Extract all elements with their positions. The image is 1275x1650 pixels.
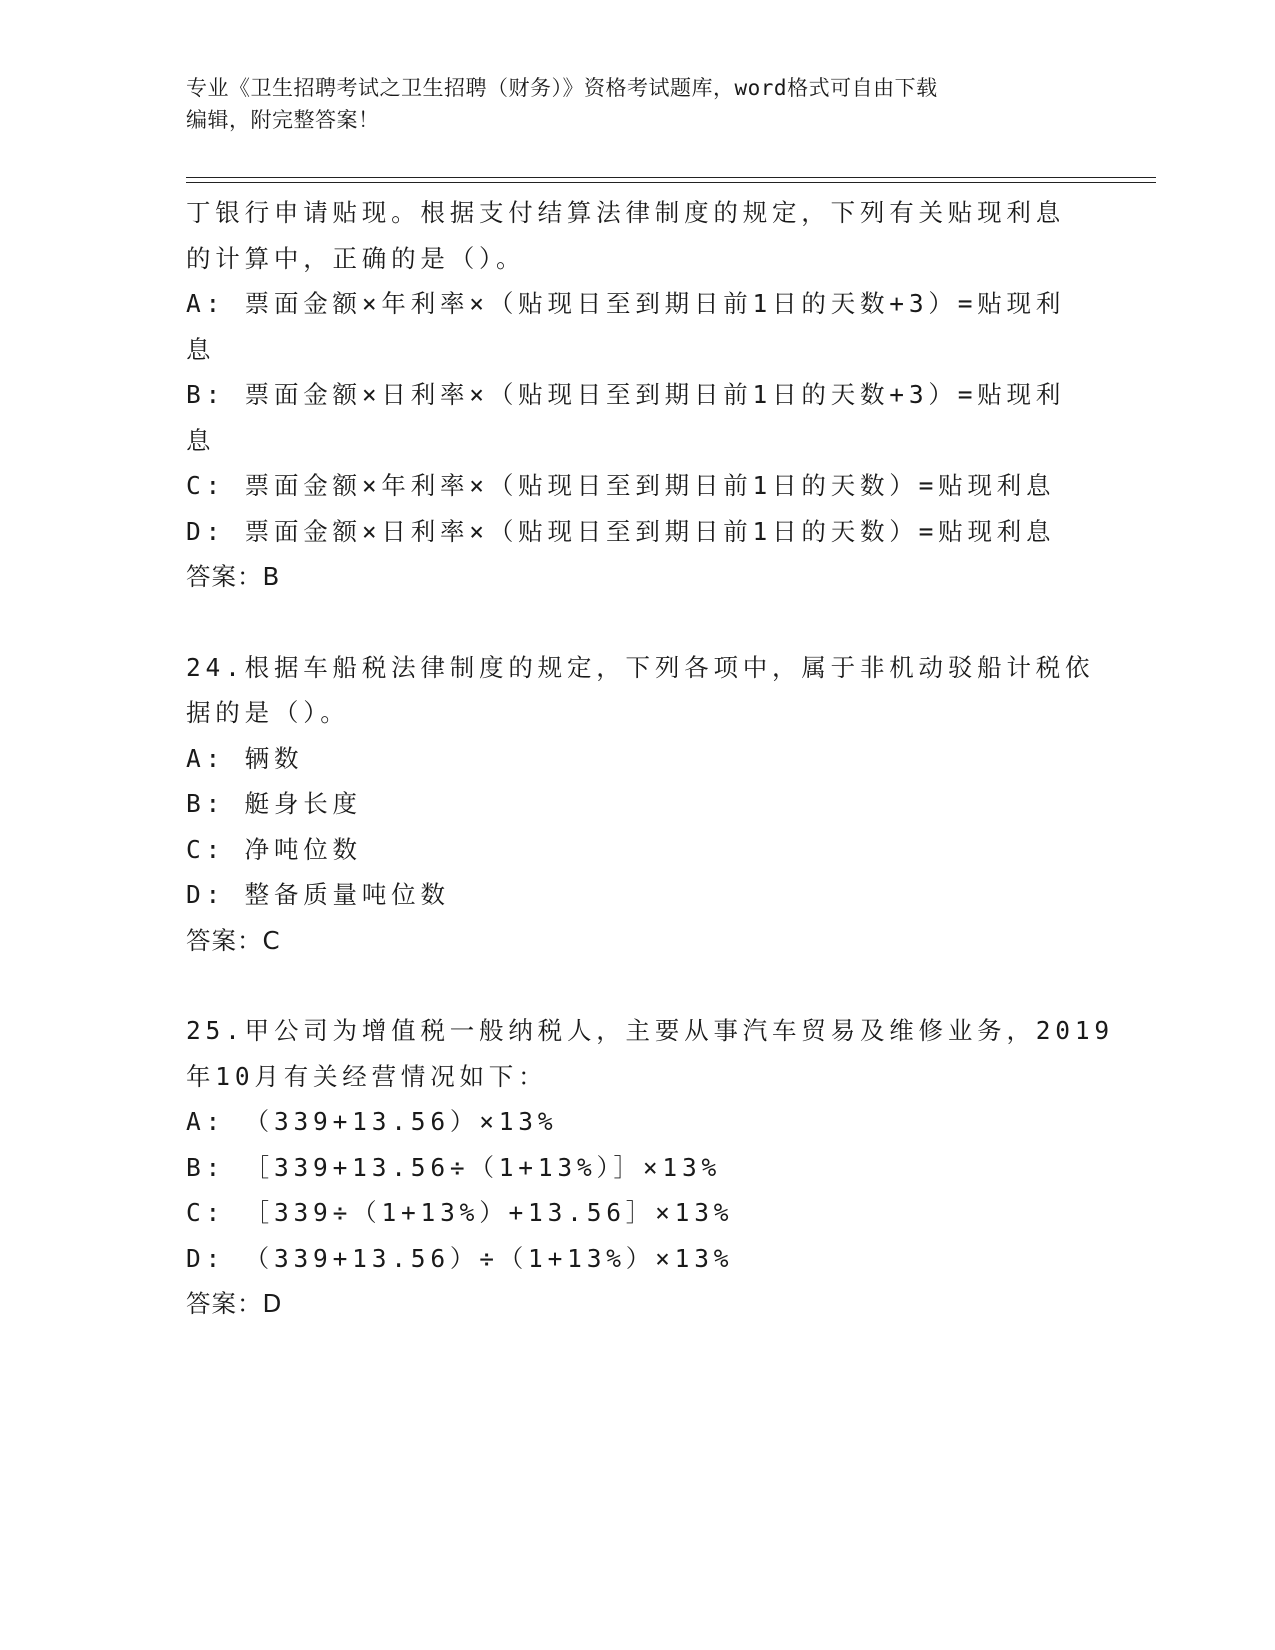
answer: 答案：C	[186, 925, 281, 955]
option-c: C: 净吨位数	[186, 834, 362, 864]
option-c: C: 票面金额×年利率×（贴现日至到期日前1日的天数）=贴现利息	[186, 471, 1056, 500]
option-b-wrap: 息	[186, 425, 216, 455]
option-a: A: （339+13.56）×13%	[186, 1107, 558, 1136]
question-stem-line: 24.根据车船税法律制度的规定，下列各项中，属于非机动驳船计税依	[186, 652, 1095, 682]
question-stem-line: 的计算中，正确的是（）。	[186, 243, 526, 273]
header-line-2: 编辑，附完整答案！	[186, 108, 380, 132]
option-a: A: 票面金额×年利率×（贴现日至到期日前1日的天数+3）=贴现利	[186, 289, 1066, 318]
document-header	[186, 72, 1086, 136]
question-stem-line: 年10月有关经营情况如下：	[186, 1061, 548, 1091]
question-25	[186, 1008, 1114, 1327]
question-24	[186, 645, 1095, 964]
option-a: A: 辆数	[186, 743, 304, 773]
question-23	[186, 190, 1086, 600]
option-b: B: 票面金额×日利率×（贴现日至到期日前1日的天数+3）=贴现利	[186, 380, 1066, 409]
question-stem-line: 丁银行申请贴现。根据支付结算法律制度的规定，下列有关贴现利息	[186, 198, 1065, 227]
header-line-1: 专业《卫生招聘考试之卫生招聘（财务）》资格考试题库，word格式可自由下载	[186, 76, 938, 100]
answer: 答案：D	[186, 1289, 283, 1318]
option-a-wrap: 息	[186, 334, 216, 364]
option-d: D: 整备质量吨位数	[186, 880, 450, 909]
question-stem-line: 据的是（）。	[186, 698, 350, 727]
option-d: D: 票面金额×日利率×（贴现日至到期日前1日的天数）=贴现利息	[186, 516, 1056, 546]
option-d: D: （339+13.56）÷（1+13%）×13%	[186, 1243, 734, 1273]
option-b: B: ［339+13.56÷（1+13%）］×13%	[186, 1152, 722, 1182]
spacer	[186, 963, 1086, 1008]
answer: 答案：B	[186, 562, 281, 591]
spacer	[186, 600, 1086, 645]
question-stem-line: 25.甲公司为增值税一般纳税人，主要从事汽车贸易及维修业务，2019	[186, 1016, 1114, 1045]
option-b: B: 艇身长度	[186, 789, 362, 818]
question-list	[186, 190, 1114, 1327]
header-rule-top	[186, 177, 1156, 178]
header-rule-bottom	[186, 182, 1156, 183]
option-c: C: ［339÷（1+13%）+13.56］×13%	[186, 1198, 734, 1227]
